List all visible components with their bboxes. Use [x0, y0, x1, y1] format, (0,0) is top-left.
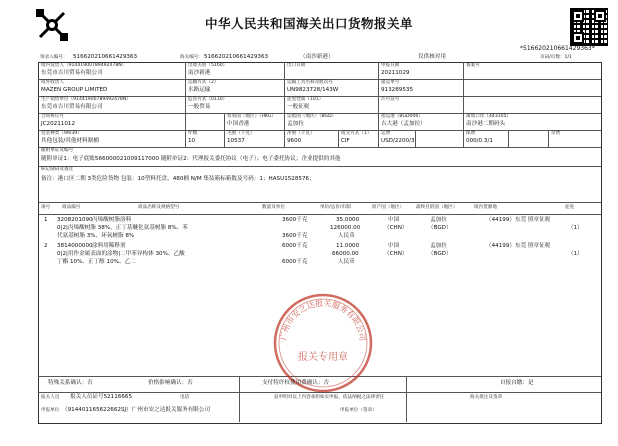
- royalty-confirm: 支付特许权使用费确认：否: [262, 380, 330, 386]
- dest-country-label: 运抵国（地区）（BGD）: [287, 114, 337, 119]
- levy-nature-value: 一般征税: [287, 104, 310, 110]
- phone-label: 电话: [180, 395, 190, 400]
- item-qty-legal: 3600千克: [282, 233, 308, 239]
- item-no: 1: [44, 217, 48, 223]
- port-label: 指运港（BGD006）: [381, 114, 423, 119]
- col-code: 商品编号: [62, 205, 81, 210]
- special-relation: 特殊关系确认：否: [48, 380, 93, 386]
- net-weight-label: 净重（千克）: [287, 131, 315, 136]
- statement: 兹申明对以上内容承担如实申报、依法纳税之法律责任: [274, 395, 385, 400]
- preentry-label: 预录入编号：: [40, 55, 68, 60]
- page-title: 中华人民共和国海关出口货物报关单: [205, 16, 414, 31]
- freight-value: USD/2200/3: [381, 138, 415, 144]
- col-qty: 数量及单位: [262, 205, 285, 210]
- item-name: 丙烯酸树脂溶料: [92, 217, 132, 223]
- unit-stamp-label: 申报单位（签章）: [340, 408, 377, 413]
- declare-unit-label: 申报单位: [41, 408, 60, 413]
- consignor-value: 东莞市吉川贸易有限公司: [41, 70, 103, 76]
- item-qty-legal: 6000千克: [282, 259, 308, 265]
- item-code: 3814000000: [57, 243, 93, 249]
- check-note: 仅供核对用: [418, 54, 446, 60]
- insurance-value: 000/0.3/1: [466, 138, 493, 144]
- tool-value: UN9823728/143W: [287, 87, 339, 93]
- port-value: 吉大港（孟加拉）: [381, 121, 426, 127]
- declarer-label: 报关人员: [41, 395, 60, 400]
- contract-label: 合同协议号: [41, 114, 64, 119]
- pieces-label: 件数: [188, 131, 198, 136]
- declare-date-label: 申报日期: [381, 63, 400, 68]
- item-total: 126000.00: [330, 225, 361, 231]
- marks-text: 备注：港口区二期 3类危险货物 包装：10塑料托盘，480桶 N/M 集装箱标箱数及号码：1；HASU1528576；: [41, 176, 315, 182]
- supervision-value: 一般贸易: [188, 104, 211, 110]
- col-price: 单价/总价/币制: [320, 205, 351, 210]
- item-levy: （1）: [568, 251, 583, 257]
- docs-text: 随附单证1：电子底账566000021009117000 随附单证2：代理报关委托协议（电子）；电子委托协议；企业提供的其他: [41, 156, 341, 162]
- misc-fee-label: 杂费: [551, 131, 561, 136]
- stamp-arc-text: 广州市安之达报关服务有限公司: [278, 298, 368, 342]
- customs-emblem-icon: [32, 7, 72, 43]
- declarer-cert: 报关人员证号52116665: [70, 394, 133, 400]
- item-dest-code: （BGD）: [428, 225, 452, 231]
- customs-note-label: 海关批注及签章: [470, 395, 503, 400]
- contract-value: JC20211012: [41, 121, 76, 127]
- consignor-label: 境内发货人（91441900789492478N）: [41, 63, 127, 68]
- exit-customs-label: 出境关别（5160）: [188, 63, 228, 68]
- gross-weight-value: 10537: [227, 138, 245, 144]
- consignee-label: 境外收货人: [41, 80, 64, 85]
- item-dest: 孟加拉: [430, 243, 447, 249]
- item-origin-code: （CHN）: [384, 225, 408, 231]
- tool-label: 运输工具名称及航次号: [287, 80, 333, 85]
- item-origin: 中国: [388, 243, 400, 249]
- declare-unit-value: （914401165622662SJ）广州市安之达报关服务有限公司: [62, 407, 211, 413]
- consignee-value: MAZEN GROUP LIMITED: [41, 87, 108, 93]
- record-label: 备案号: [466, 63, 480, 68]
- item-total: 66000.00: [332, 251, 359, 257]
- exit-port-value: 南沙港二期码头: [466, 121, 506, 127]
- preentry-value: 516620210661429363: [73, 54, 138, 60]
- terms-label: 成交方式（1）: [341, 131, 372, 136]
- license-label: 许可证号: [381, 97, 400, 102]
- pack-value: 其他包装/其他材料制桶: [41, 138, 99, 144]
- trade-country-value: 中国香港: [227, 121, 250, 127]
- qr-code: [570, 8, 608, 46]
- item-code: 3208201090: [57, 217, 93, 223]
- docs-label: 随附单证及编号: [41, 148, 74, 153]
- export-date-label: 出口日期: [287, 63, 306, 68]
- item-spec-cont: 丁酯 10%、正丁醇 10%、乙二: [57, 259, 136, 265]
- transport-value: 水路运输: [188, 87, 211, 93]
- item-name: 涂料用稀释剂: [92, 243, 126, 249]
- item-source: （44199）东莞 照章征税: [486, 243, 551, 249]
- item-spec: 0|2|丙烯酸树脂 38%、正丁基醚化氨基树脂 8%、苯: [57, 225, 188, 231]
- supervision-label: 监管方式（0110）: [188, 97, 228, 102]
- producer-label: 生产销售单位（91441900789492478N）: [41, 97, 131, 102]
- item-source: （44199）东莞 照章征税: [486, 217, 551, 223]
- levy-nature-label: 征免性质（101）: [287, 97, 324, 102]
- declare-date-value: 20211029: [381, 70, 410, 76]
- bl-value: 913289535: [381, 87, 414, 93]
- svg-text:广州市安之达报关服务有限公司: [278, 298, 367, 342]
- item-origin-code: （CHN）: [384, 251, 408, 257]
- col-levy: 征免: [565, 205, 575, 210]
- marks-label: 标记唛码及备注: [41, 167, 74, 172]
- item-spec: 0|2|用作金属表面的涂物|二甲苯异构体 30%、乙酸: [57, 251, 185, 257]
- exit-customs-value: 南沙新港: [188, 70, 211, 76]
- col-no: 项号: [41, 205, 51, 210]
- dest-country-value: 孟加拉: [287, 121, 304, 127]
- col-name: 商品名称及规格型号: [138, 205, 180, 210]
- item-dest: 孟加拉: [430, 217, 447, 223]
- exit-port-label: 离境口岸（443105）: [466, 114, 512, 119]
- col-origin: 原产国（地区）: [372, 205, 405, 210]
- price-effect: 价格影响确认：否: [148, 380, 193, 386]
- pack-label: 包装种类（99/39）: [41, 131, 82, 136]
- item-dest-code: （BGD）: [428, 251, 452, 257]
- page-number: 页码/页数：1/1: [540, 55, 572, 60]
- item-unit-price: 11.0000: [336, 243, 360, 249]
- barcode-text: *516620210661429363*: [520, 45, 595, 52]
- customs-no-value: 516620210661429363: [204, 54, 269, 60]
- col-dest: 最终目的国（地区）: [416, 205, 458, 210]
- bl-label: 提运单号: [381, 80, 400, 85]
- producer-value: 东莞市吉川贸易有限公司: [41, 104, 103, 110]
- col-source: 境内货源地: [474, 205, 497, 210]
- net-weight-value: 9600: [287, 138, 302, 144]
- pieces-value: 10: [188, 138, 196, 144]
- item-currency: 人民币: [338, 259, 355, 265]
- gross-weight-label: 毛重（千克）: [227, 131, 255, 136]
- customs-port: （南沙新港）: [300, 54, 334, 60]
- trade-country-label: 贸易国（地区）（HKG）: [227, 114, 277, 119]
- item-qty: 3600千克: [282, 217, 308, 223]
- insurance-label: 保费: [466, 131, 476, 136]
- item-currency: 人民币: [338, 233, 355, 239]
- item-qty: 6000千克: [282, 243, 308, 249]
- self-report: 自报自缴：是: [500, 380, 534, 386]
- item-levy: （1）: [568, 225, 583, 231]
- terms-value: CIF: [341, 138, 350, 144]
- customs-no-label: 海关编号：: [180, 55, 203, 60]
- freight-label: 运费: [381, 131, 391, 136]
- transport-label: 运输方式（2）: [188, 80, 219, 85]
- item-origin: 中国: [388, 217, 400, 223]
- item-unit-price: 35.0000: [336, 217, 360, 223]
- item-spec-cont: 代氨基树脂 3%、环氧树脂 8%: [57, 233, 135, 239]
- stamp-mid-text: 报关专用章: [298, 352, 348, 363]
- item-no: 2: [44, 243, 48, 249]
